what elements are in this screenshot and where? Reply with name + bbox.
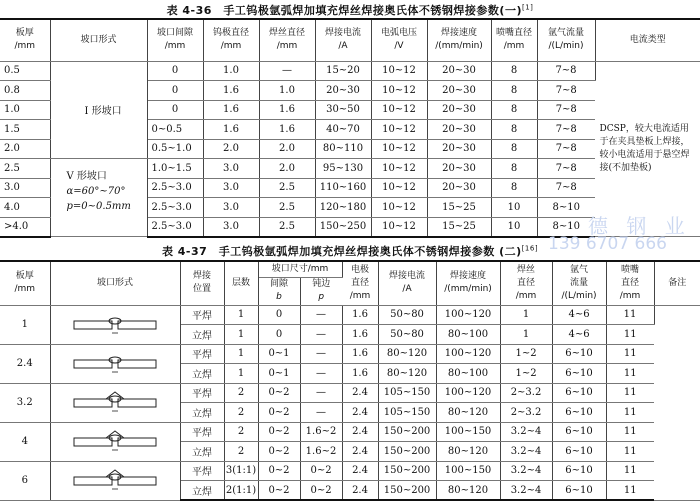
table2-cell: 平焊: [180, 383, 224, 403]
table2-cell: 11: [606, 403, 654, 423]
table2-cell: 11: [606, 364, 654, 384]
table1-cell: 10~12: [371, 100, 427, 120]
table1-cell: 20~30: [427, 120, 491, 140]
table1-header-10: 电流类型: [595, 19, 700, 61]
table1-cell: 8: [491, 159, 537, 179]
table2-cell: 150~200: [378, 422, 436, 442]
table2-cell: 1: [224, 344, 258, 364]
h2-thickness: 板厚 /mm: [0, 261, 50, 305]
table1-cell: 15~25: [427, 217, 491, 237]
table2-cell: 1.6: [342, 344, 378, 364]
table2-cell: —: [300, 364, 342, 384]
table2-cell: 6~10: [552, 481, 606, 501]
cell-thickness: >4.0: [0, 217, 50, 237]
table2-cell: —: [300, 325, 342, 345]
cell-thickness: 1.0: [0, 100, 50, 120]
table2-cell: 2~3.2: [500, 403, 552, 423]
table1-cell: 1.6: [203, 100, 259, 120]
table2-cell: 2(1:1): [224, 481, 258, 501]
table2-cell: 6~10: [552, 383, 606, 403]
table1-cell: 150~250: [315, 217, 371, 237]
table1-cell: 10: [491, 217, 537, 237]
table2-cell: 11: [606, 461, 654, 481]
table1-cell: 1.0~1.5: [147, 159, 203, 179]
table2-cell: 11: [606, 305, 654, 325]
groove-joint-icon: [70, 390, 160, 416]
table1-header-9: 氩气流量 /(L/min): [537, 19, 595, 61]
table1-cell: 20~30: [427, 139, 491, 159]
table2-cell: —: [300, 383, 342, 403]
table2-cell: 1.6~2: [300, 442, 342, 462]
table1-cell: 2.5~3.0: [147, 217, 203, 237]
table1-cell: 3.0: [203, 217, 259, 237]
table-4-36: [0, 18, 700, 238]
table1-cell: 2.0: [259, 139, 315, 159]
table1-cell: 1.6: [259, 120, 315, 140]
table2-cell: 100~120: [436, 383, 500, 403]
table2-cell: 3.2~4: [500, 461, 552, 481]
cell-thickness: 0.8: [0, 81, 50, 101]
table2-cell: 11: [606, 344, 654, 364]
h2-remark: 备注: [654, 261, 700, 305]
table2-cell: 100~120: [436, 344, 500, 364]
table2-cell: 3.2~4: [500, 442, 552, 462]
table1-cell: 7~8: [537, 120, 595, 140]
table2-cell: 80~120: [378, 364, 436, 384]
table1-cell: 8: [491, 100, 537, 120]
table2-cell: 2~3.2: [500, 383, 552, 403]
table1-cell: 1.6: [203, 120, 259, 140]
table1-cell: 2.0: [259, 159, 315, 179]
groove-diagram-cell: [50, 305, 180, 344]
table1-cell: 2.5: [259, 217, 315, 237]
table2-cell: 80~100: [436, 325, 500, 345]
table2-cell: 0~2: [258, 442, 300, 462]
table1-cell: 0: [147, 100, 203, 120]
cell-thickness: 1.5: [0, 120, 50, 140]
cell-thickness: 1: [0, 305, 50, 344]
table1-cell: 1.0: [203, 61, 259, 81]
groove-v-type: V 形坡口 α=60°~70° p=0~0.5mm: [50, 159, 147, 237]
table2-cell: 105~150: [378, 403, 436, 423]
table2-cell: 立焊: [180, 403, 224, 423]
table2-cell: 1.6: [342, 364, 378, 384]
table1-header-4: 焊丝直径 /mm: [259, 19, 315, 61]
table2-cell: 1: [224, 364, 258, 384]
groove-diagram-cell: [50, 422, 180, 461]
table1-cell: 15~20: [315, 61, 371, 81]
table2-cell: 1: [224, 305, 258, 325]
table2-cell: 立焊: [180, 325, 224, 345]
table1-cell: 2.5: [259, 198, 315, 218]
table2-cell: 6~10: [552, 442, 606, 462]
table2-cell: 3.2~4: [500, 422, 552, 442]
table2-cell: 150~200: [378, 461, 436, 481]
table1-cell: 7~8: [537, 81, 595, 101]
table2-cell: 0~2: [258, 422, 300, 442]
table2-cell: 2: [224, 383, 258, 403]
table1-cell: 7~8: [537, 139, 595, 159]
table1-cell: 20~30: [315, 81, 371, 101]
table2-cell: 0: [258, 305, 300, 325]
table1-cell: 10: [491, 198, 537, 218]
table1-cell: 1.0: [259, 81, 315, 101]
h2-layers: 层数: [224, 261, 258, 305]
table1-cell: 0: [147, 61, 203, 81]
table2-cell: 11: [606, 422, 654, 442]
cell-thickness: 2.4: [0, 344, 50, 383]
h2-nozzle: 喷嘴 直径 /mm: [606, 261, 654, 305]
table2-cell: 2.4: [342, 383, 378, 403]
table1-cell: 20~30: [427, 81, 491, 101]
h2-gap: 间隙 b: [258, 277, 300, 305]
table1-title: 表 4-36 手工钨极氩弧焊加填充焊丝焊接奥氏体不锈钢焊接参数(一)[1]: [166, 3, 534, 17]
table2-cell: 6~10: [552, 403, 606, 423]
h2-speed: 焊接速度 /(mm/min): [436, 261, 500, 305]
table1-cell: 10~12: [371, 217, 427, 237]
remark-cell: [654, 305, 700, 500]
table2-cell: 平焊: [180, 344, 224, 364]
groove-joint-icon: [70, 351, 160, 377]
table2-cell: 0~2: [300, 481, 342, 501]
table1-header-7: 焊接速度 /(mm/min): [427, 19, 491, 61]
cell-thickness: 0.5: [0, 61, 50, 81]
table2-cell: 立焊: [180, 442, 224, 462]
table2-cell: 6~10: [552, 422, 606, 442]
table2-cell: 2.4: [342, 403, 378, 423]
table1-cell: 10~12: [371, 61, 427, 81]
groove-joint-icon: [70, 468, 160, 494]
table1-cell: 10~12: [371, 178, 427, 198]
table2-cell: 2: [224, 442, 258, 462]
table1-cell: 20~30: [427, 61, 491, 81]
table2-cell: 100~120: [436, 305, 500, 325]
table2-cell: 1: [500, 325, 552, 345]
table1-cell: 8: [491, 178, 537, 198]
table1-cell: 10~12: [371, 120, 427, 140]
table1-cell: 2.5~3.0: [147, 198, 203, 218]
table2-cell: 150~200: [378, 481, 436, 501]
table2-cell: 4~6: [552, 305, 606, 325]
table1-cell: 40~70: [315, 120, 371, 140]
table2-cell: 80~120: [436, 481, 500, 501]
table2-cell: 1: [500, 305, 552, 325]
table1-header-1: 坡口形式: [50, 19, 147, 61]
table2-cell: 100~150: [436, 422, 500, 442]
table2-cell: 1~2: [500, 344, 552, 364]
table1-cell: 15~25: [427, 198, 491, 218]
table2-cell: 100~150: [436, 461, 500, 481]
table2-row: [0, 383, 700, 403]
table1-cell: —: [259, 61, 315, 81]
table2-cell: 2.4: [342, 461, 378, 481]
groove-i-type: I 形坡口: [50, 61, 147, 159]
table1-header-5: 焊接电流 /A: [315, 19, 371, 61]
table1-cell: 1.6: [203, 81, 259, 101]
current-type-note: DCSP，较大电流适用于在夹具垫板上焊接，较小电流适用于悬空焊接(不加垫板): [595, 61, 700, 237]
table1-header-0: 板厚 /mm: [0, 19, 50, 61]
groove-diagram-cell: [50, 383, 180, 422]
table1-row: [0, 61, 700, 81]
table1-header-3: 钨极直径 /mm: [203, 19, 259, 61]
table2-cell: 0~2: [258, 481, 300, 501]
table2-cell: 平焊: [180, 461, 224, 481]
table2-cell: 1~2: [500, 364, 552, 384]
cell-thickness: 4.0: [0, 198, 50, 218]
table2-cell: 4~6: [552, 325, 606, 345]
table2-cell: 立焊: [180, 481, 224, 501]
table2-cell: 1.6: [342, 325, 378, 345]
table2-cell: 6~10: [552, 364, 606, 384]
table1-cell: 8: [491, 139, 537, 159]
table2-cell: 11: [606, 481, 654, 501]
table1-cell: 2.5: [259, 178, 315, 198]
table1-cell: 7~8: [537, 159, 595, 179]
cell-thickness: 3.2: [0, 383, 50, 422]
groove-diagram-cell: [50, 461, 180, 500]
table1-header-6: 电弧电压 /V: [371, 19, 427, 61]
table2-cell: 11: [606, 325, 654, 345]
table-4-37: [0, 260, 700, 501]
cell-thickness: 2.0: [0, 139, 50, 159]
table1-header-row: [0, 19, 700, 61]
table1-cell: 30~50: [315, 100, 371, 120]
table2-cell: 150~200: [378, 442, 436, 462]
table1-cell: 10~12: [371, 159, 427, 179]
table2-cell: 50~80: [378, 325, 436, 345]
table2-cell: 80~120: [378, 344, 436, 364]
cell-thickness: 3.0: [0, 178, 50, 198]
table2-cell: 0: [258, 325, 300, 345]
table2-cell: 0~2: [258, 403, 300, 423]
cell-thickness: 2.5: [0, 159, 50, 179]
table1-cell: 8~10: [537, 198, 595, 218]
table1-cell: 7~8: [537, 61, 595, 81]
table2-cell: 平焊: [180, 422, 224, 442]
table2-cell: 2: [224, 422, 258, 442]
table2-cell: 3(1:1): [224, 461, 258, 481]
groove-joint-icon: [70, 312, 160, 338]
table2-cell: 2: [224, 403, 258, 423]
table2-cell: —: [300, 403, 342, 423]
table1-cell: 20~30: [427, 178, 491, 198]
h2-groove-size: 坡口尺寸/mm: [258, 261, 342, 277]
table1-cell: 0~0.5: [147, 120, 203, 140]
table2-cell: 50~80: [378, 305, 436, 325]
table2-cell: —: [300, 344, 342, 364]
table1-cell: 1.6: [259, 100, 315, 120]
table1-cell: 110~160: [315, 178, 371, 198]
table1-cell: 3.0: [203, 159, 259, 179]
table1-cell: 8~10: [537, 217, 595, 237]
table2-row: [0, 461, 700, 481]
table2-cell: 2.4: [342, 442, 378, 462]
table1-cell: 0: [147, 81, 203, 101]
table1-cell: 10~12: [371, 198, 427, 218]
table2-cell: 平焊: [180, 305, 224, 325]
table2-cell: 11: [606, 383, 654, 403]
table2-cell: 6~10: [552, 344, 606, 364]
cell-thickness: 4: [0, 422, 50, 461]
table2-cell: 105~150: [378, 383, 436, 403]
table1-cell: 0.5~1.0: [147, 139, 203, 159]
h2-position: 焊接 位置: [180, 261, 224, 305]
table2-header-row-1: [0, 261, 700, 277]
table2-cell: —: [300, 305, 342, 325]
table2-row: [0, 422, 700, 442]
table1-cell: 3.0: [203, 198, 259, 218]
table2-cell: 11: [606, 442, 654, 462]
table1-header-2: 坡口间隙 /mm: [147, 19, 203, 61]
table2-cell: 80~120: [436, 442, 500, 462]
table1-cell: 2.0: [203, 139, 259, 159]
table1-cell: 2.5~3.0: [147, 178, 203, 198]
table2-title: 表 4-37 手工钨极氩弧焊加填充焊丝焊接奥氏体不锈钢焊接参数 (二)[16]: [161, 244, 539, 258]
table2-cell: 3.2~4: [500, 481, 552, 501]
watermark-text: 德 钢 业: [588, 214, 691, 238]
table1-cell: 80~110: [315, 139, 371, 159]
table2-cell: 1.6~2: [300, 422, 342, 442]
table1-cell: 8: [491, 61, 537, 81]
h2-groove: 坡口形式: [50, 261, 180, 305]
table2-cell: 80~100: [436, 364, 500, 384]
table2-cell: 1: [224, 325, 258, 345]
h2-blunt: 钝边 p: [300, 277, 342, 305]
watermark-phone: 139 6707 666: [548, 234, 667, 254]
table1-cell: 120~180: [315, 198, 371, 218]
table1-cell: 8: [491, 81, 537, 101]
cell-thickness: 6: [0, 461, 50, 500]
table1-cell: 8: [491, 120, 537, 140]
table2-cell: 6~10: [552, 461, 606, 481]
table1-cell: 7~8: [537, 178, 595, 198]
h2-current: 焊接电流 /A: [378, 261, 436, 305]
table2-cell: 1.6: [342, 305, 378, 325]
table2-cell: 80~120: [436, 403, 500, 423]
groove-joint-icon: [70, 429, 160, 455]
table1-cell: 7~8: [537, 100, 595, 120]
h2-argon: 氩气 流量 /(L/min): [552, 261, 606, 305]
table1-cell: 20~30: [427, 159, 491, 179]
table2-cell: 0~2: [258, 383, 300, 403]
table2-cell: 立焊: [180, 364, 224, 384]
table1-header-8: 喷嘴直径 /mm: [491, 19, 537, 61]
h2-wire: 焊丝 直径 /mm: [500, 261, 552, 305]
table1-cell: 3.0: [203, 178, 259, 198]
table1-cell: 10~12: [371, 139, 427, 159]
table2-cell: 0~2: [300, 461, 342, 481]
table2-row: [0, 305, 700, 325]
table2-cell: 0~1: [258, 364, 300, 384]
table2-cell: 2.4: [342, 422, 378, 442]
table2-cell: 2.4: [342, 481, 378, 501]
table1-cell: 95~130: [315, 159, 371, 179]
table1-cell: 10~12: [371, 81, 427, 101]
table2-row: [0, 344, 700, 364]
table1-cell: 20~30: [427, 100, 491, 120]
table2-cell: 0~1: [258, 344, 300, 364]
table2-cell: 0~2: [258, 461, 300, 481]
groove-diagram-cell: [50, 344, 180, 383]
h2-electrode: 电极 直径 /mm: [342, 261, 378, 305]
